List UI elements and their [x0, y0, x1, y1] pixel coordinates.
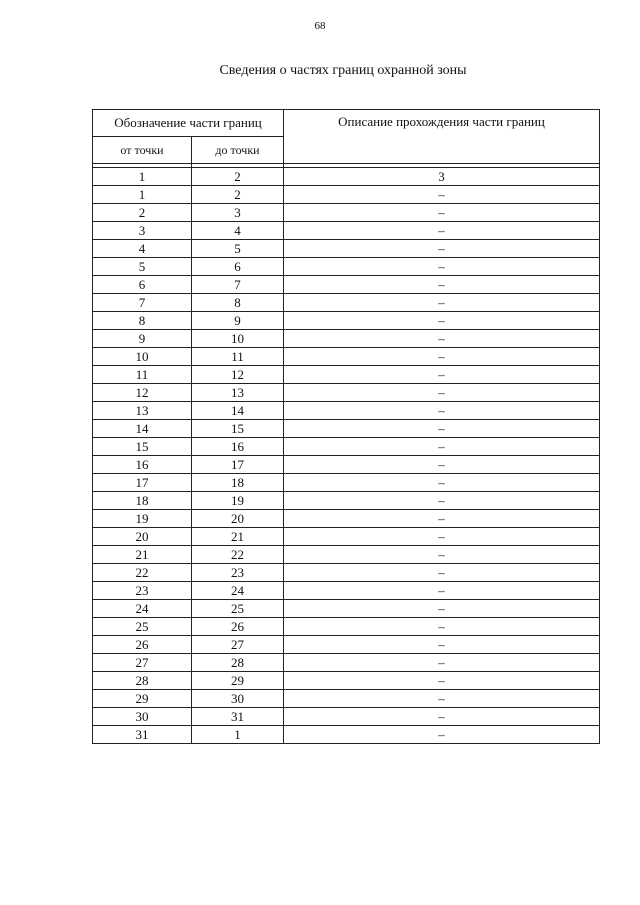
to-point-cell: 1: [192, 726, 284, 744]
table-row: [93, 492, 600, 510]
table-row: [93, 312, 600, 330]
to-point-cell: 11: [192, 348, 284, 366]
header-row-group: [93, 110, 600, 137]
from-point-cell: 16: [93, 456, 192, 474]
table-row: [93, 366, 600, 384]
to-point-cell: 5: [192, 240, 284, 258]
description-cell: –: [284, 276, 600, 294]
table-row: [93, 528, 600, 546]
to-point-cell: 20: [192, 510, 284, 528]
to-point-cell: 14: [192, 402, 284, 420]
to-point-cell: 19: [192, 492, 284, 510]
description-cell: –: [284, 492, 600, 510]
to-point-cell: 3: [192, 204, 284, 222]
to-point-cell: 22: [192, 546, 284, 564]
boundary-parts-table: [92, 109, 600, 744]
from-point-cell: 3: [93, 222, 192, 240]
from-point-cell: 18: [93, 492, 192, 510]
description-cell: –: [284, 312, 600, 330]
description-cell: –: [284, 510, 600, 528]
description-cell: –: [284, 222, 600, 240]
to-point-cell: 29: [192, 672, 284, 690]
from-point-cell: 15: [93, 438, 192, 456]
from-point-cell: 10: [93, 348, 192, 366]
table-row: [93, 618, 600, 636]
table-row: [93, 510, 600, 528]
header-boundary-designation: Обозначение части границ: [93, 110, 284, 137]
table-row: [93, 582, 600, 600]
table-row: [93, 690, 600, 708]
from-point-cell: 12: [93, 384, 192, 402]
description-cell: –: [284, 726, 600, 744]
to-point-cell: 13: [192, 384, 284, 402]
from-point-cell: 31: [93, 726, 192, 744]
from-point-cell: 29: [93, 690, 192, 708]
table-row: [93, 546, 600, 564]
description-cell: –: [284, 204, 600, 222]
to-point-cell: 21: [192, 528, 284, 546]
description-cell: –: [284, 654, 600, 672]
to-point-cell: 24: [192, 582, 284, 600]
table-row: [93, 330, 600, 348]
table-row: [93, 294, 600, 312]
from-point-cell: 8: [93, 312, 192, 330]
description-cell: –: [284, 420, 600, 438]
table-row: [93, 438, 600, 456]
description-cell: –: [284, 564, 600, 582]
from-point-cell: 25: [93, 618, 192, 636]
page-title: Сведения о частях границ охранной зоны: [219, 63, 467, 78]
header-from-point: от точки: [93, 137, 192, 164]
description-cell: –: [284, 438, 600, 456]
description-cell: –: [284, 546, 600, 564]
description-cell: –: [284, 672, 600, 690]
table-row: [93, 672, 600, 690]
table-row: [93, 726, 600, 744]
from-point-cell: 27: [93, 654, 192, 672]
column-index-cell: 3: [284, 168, 600, 186]
table-row: [93, 402, 600, 420]
from-point-cell: 7: [93, 294, 192, 312]
header-boundary-description: Описание прохождения части границ: [284, 110, 600, 164]
table-row: [93, 420, 600, 438]
table-row: [93, 258, 600, 276]
from-point-cell: 2: [93, 204, 192, 222]
to-point-cell: 26: [192, 618, 284, 636]
to-point-cell: 8: [192, 294, 284, 312]
from-point-cell: 23: [93, 582, 192, 600]
to-point-cell: 30: [192, 690, 284, 708]
description-cell: –: [284, 258, 600, 276]
table-row: [93, 240, 600, 258]
from-point-cell: 1: [93, 186, 192, 204]
description-cell: –: [284, 474, 600, 492]
description-cell: –: [284, 600, 600, 618]
table-row: [93, 636, 600, 654]
to-point-cell: 7: [192, 276, 284, 294]
to-point-cell: 6: [192, 258, 284, 276]
from-point-cell: 26: [93, 636, 192, 654]
table-row: [93, 276, 600, 294]
from-point-cell: 14: [93, 420, 192, 438]
from-point-cell: 20: [93, 528, 192, 546]
table-row: [93, 654, 600, 672]
from-point-cell: 21: [93, 546, 192, 564]
to-point-cell: 17: [192, 456, 284, 474]
description-cell: –: [284, 456, 600, 474]
table-row: [93, 474, 600, 492]
from-point-cell: 24: [93, 600, 192, 618]
from-point-cell: 17: [93, 474, 192, 492]
from-point-cell: 4: [93, 240, 192, 258]
description-cell: –: [284, 690, 600, 708]
description-cell: –: [284, 330, 600, 348]
description-cell: –: [284, 708, 600, 726]
from-point-cell: 19: [93, 510, 192, 528]
description-cell: –: [284, 528, 600, 546]
to-point-cell: 23: [192, 564, 284, 582]
to-point-cell: 31: [192, 708, 284, 726]
description-cell: –: [284, 186, 600, 204]
description-cell: –: [284, 636, 600, 654]
to-point-cell: 16: [192, 438, 284, 456]
table-row: [93, 564, 600, 582]
description-cell: –: [284, 582, 600, 600]
header-to-point: до точки: [192, 137, 284, 164]
table-row: [93, 186, 600, 204]
to-point-cell: 2: [192, 186, 284, 204]
to-point-cell: 4: [192, 222, 284, 240]
column-index-cell: 1: [93, 168, 192, 186]
description-cell: –: [284, 384, 600, 402]
description-cell: –: [284, 402, 600, 420]
to-point-cell: 10: [192, 330, 284, 348]
description-cell: –: [284, 240, 600, 258]
from-point-cell: 9: [93, 330, 192, 348]
from-point-cell: 11: [93, 366, 192, 384]
description-cell: –: [284, 366, 600, 384]
to-point-cell: 28: [192, 654, 284, 672]
from-point-cell: 13: [93, 402, 192, 420]
to-point-cell: 9: [192, 312, 284, 330]
table-row: [93, 708, 600, 726]
from-point-cell: 6: [93, 276, 192, 294]
table-row: [93, 222, 600, 240]
column-index-row: [93, 168, 600, 186]
table-row: [93, 456, 600, 474]
table-body: [93, 186, 600, 744]
description-cell: –: [284, 348, 600, 366]
table-row: [93, 204, 600, 222]
from-point-cell: 28: [93, 672, 192, 690]
table-row: [93, 600, 600, 618]
from-point-cell: 5: [93, 258, 192, 276]
column-index-cell: 2: [192, 168, 284, 186]
table-row: [93, 348, 600, 366]
description-cell: –: [284, 294, 600, 312]
page-number: 68: [314, 20, 326, 32]
description-cell: –: [284, 618, 600, 636]
from-point-cell: 22: [93, 564, 192, 582]
table-row: [93, 384, 600, 402]
to-point-cell: 27: [192, 636, 284, 654]
to-point-cell: 18: [192, 474, 284, 492]
to-point-cell: 12: [192, 366, 284, 384]
to-point-cell: 25: [192, 600, 284, 618]
to-point-cell: 15: [192, 420, 284, 438]
from-point-cell: 30: [93, 708, 192, 726]
